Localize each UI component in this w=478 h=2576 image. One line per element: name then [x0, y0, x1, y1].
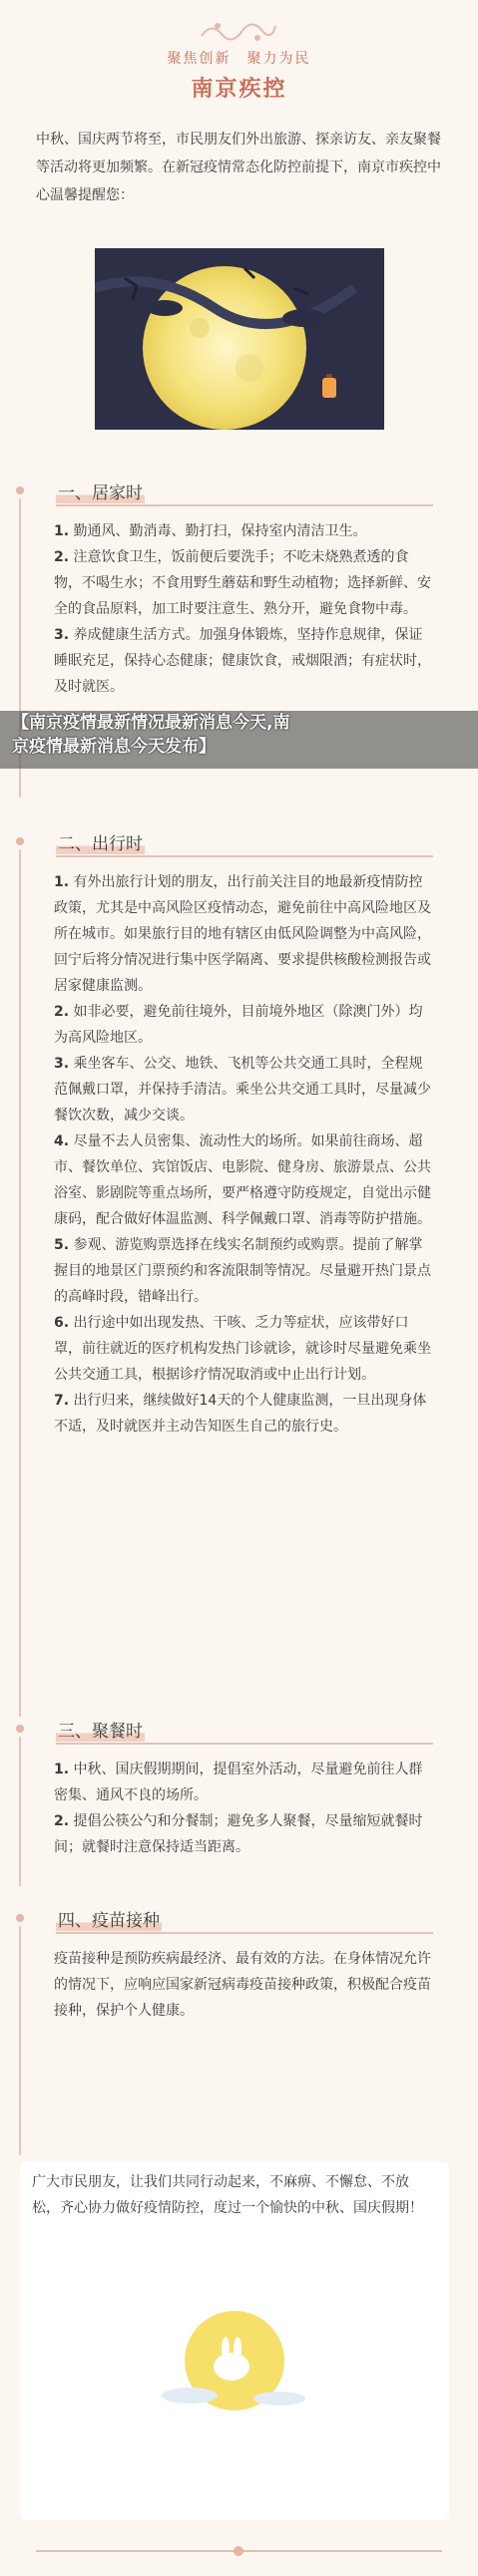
list-item: 2. 注意饮食卫生，饭前便后要洗手；不吃未烧熟煮透的食物，不喝生水；不食用野生蘑菇和野生动植物；选择新鲜、安全的食品原料，加工时要注意生、熟分开，避免食物中毒。 [54, 549, 431, 617]
list-item: 6. 出行途中如出现发热、干咳、乏力等症状，应该带好口罩，前往就近的医疗机构发热门诊就诊，就诊时尽量避免乘坐公共交通工具，根据诊疗情况取消或中止出行计划。 [54, 1315, 431, 1383]
list-item: 2. 如非必要，避免前往境外，目前境外地区（除澳门外）均为高风险地区。 [54, 1004, 423, 1046]
section-marker-dot [16, 486, 24, 494]
list-item: 2. 提倡公筷公勺和分餐制；避免多人聚餐，尽量缩短就餐时间；就餐时注意保持适当距离。 [54, 1813, 423, 1855]
intro-paragraph: 中秋、国庆两节将至，市民朋友们外出旅游、探亲访友、亲友聚餐等活动将更加频繁。在新冠疫情常态化防控前提下，南京市疾控中心温馨提醒您： [36, 132, 441, 203]
list-item: 5. 参观、游览购票选择在线实名制预约或购票。提前了解掌握目的地景区门票预约和客流限制等情况。尽量避开热门景点的高峰时段，错峰出行。 [54, 1237, 431, 1305]
section-marker-dot [16, 837, 24, 845]
headline-overlay-text: 【南京疫情最新情况最新消息今天,南 京疫情最新消息今天发布】 [12, 713, 290, 757]
brand-title: 南京疾控 [191, 77, 287, 102]
header [0, 0, 478, 110]
list-item: 7. 出行归来，继续做好14天的个人健康监测，一旦出现身体不适，及时就医并主动告知医生自己的旅行史。 [54, 1393, 427, 1435]
section-vertical-line [19, 849, 21, 1717]
closing-card [20, 2161, 449, 2520]
section-divider [56, 1932, 433, 1934]
section-marker-dot [16, 1725, 24, 1733]
list-item: 3. 乘坐客车、公交、地铁、飞机等公共交通工具时，全程规范佩戴口罩，并保持手清洁。乘坐公共交通工具时，尽量减少餐饮次数，减少交谈。 [54, 1056, 431, 1124]
list-item: 4. 尽量不去人员密集、流动性大的场所。如果前往商场、超市、餐饮单位、宾馆饭店、电影院、健身房、旅游景点、公共浴室、影剧院等重点场所，要严格遵守防疫规定，自觉出示健康码，配合做好体温监测、科学佩戴口罩、消毒等防护措施。 [54, 1133, 431, 1227]
full-moon-illustration [95, 248, 384, 430]
section-body-dining [54, 1757, 433, 1860]
section-divider [56, 855, 433, 857]
moon-rabbit-illustration [150, 2301, 319, 2420]
list-item: 1. 勤通风、勤消毒、勤打扫，保持室内清洁卫生。 [54, 523, 367, 539]
list-item: 1. 中秋、国庆假期期间，提倡室外活动，尽量避免前往人群密集、通风不良的场所。 [54, 1762, 423, 1803]
footer-dot [234, 2546, 243, 2556]
decorative-wave-icon [198, 18, 279, 44]
closing-text: 广大市民朋友，让我们共同行动起来，不麻痹、不懈怠、不放松，齐心协力做好疫情防控，度过一个愉快的中秋、国庆假期！ [32, 2174, 423, 2216]
section-title-travel: 二、出行时 [58, 834, 143, 854]
section-body-vaccine [54, 1946, 433, 2024]
section-marker-dot [16, 1914, 24, 1922]
section-vertical-line [19, 1737, 21, 1886]
headline-overlay-banner[interactable] [0, 711, 478, 769]
section-title-home: 一、居家时 [58, 483, 143, 503]
list-item: 3. 养成健康生活方式。加强身体锻炼，坚持作息规律，保证睡眠充足，保持心态健康；健康饮食，戒烟限酒；有症状时，及时就医。 [54, 627, 431, 695]
list-item: 疫苗接种是预防疾病最经济、最有效的方法。在身体情况允许的情况下，应响应国家新冠病毒疫苗接种政策，积极配合疫苗接种，保护个人健康。 [54, 1951, 431, 2019]
list-item: 1. 有外出旅行计划的朋友，出行前关注目的地最新疫情防控政策，尤其是中高风险区疫情动态，避免前往中高风险地区及所在城市。如果旅行目的地有辖区由低风险调整为中高风险，回宁后将分情况进行集中医学隔离、要求提供核酸检测报告或居家健康监测。 [54, 874, 431, 994]
section-title-dining: 三、聚餐时 [58, 1722, 143, 1742]
slogan: 聚焦创新 聚力为民 [167, 51, 311, 67]
section-body-travel [54, 869, 433, 1440]
section-body-home [54, 518, 433, 700]
section-title-vaccine: 四、疫苗接种 [58, 1911, 160, 1931]
section-divider [56, 504, 433, 506]
section-divider [56, 1743, 433, 1745]
section-vertical-line [19, 1926, 21, 2155]
